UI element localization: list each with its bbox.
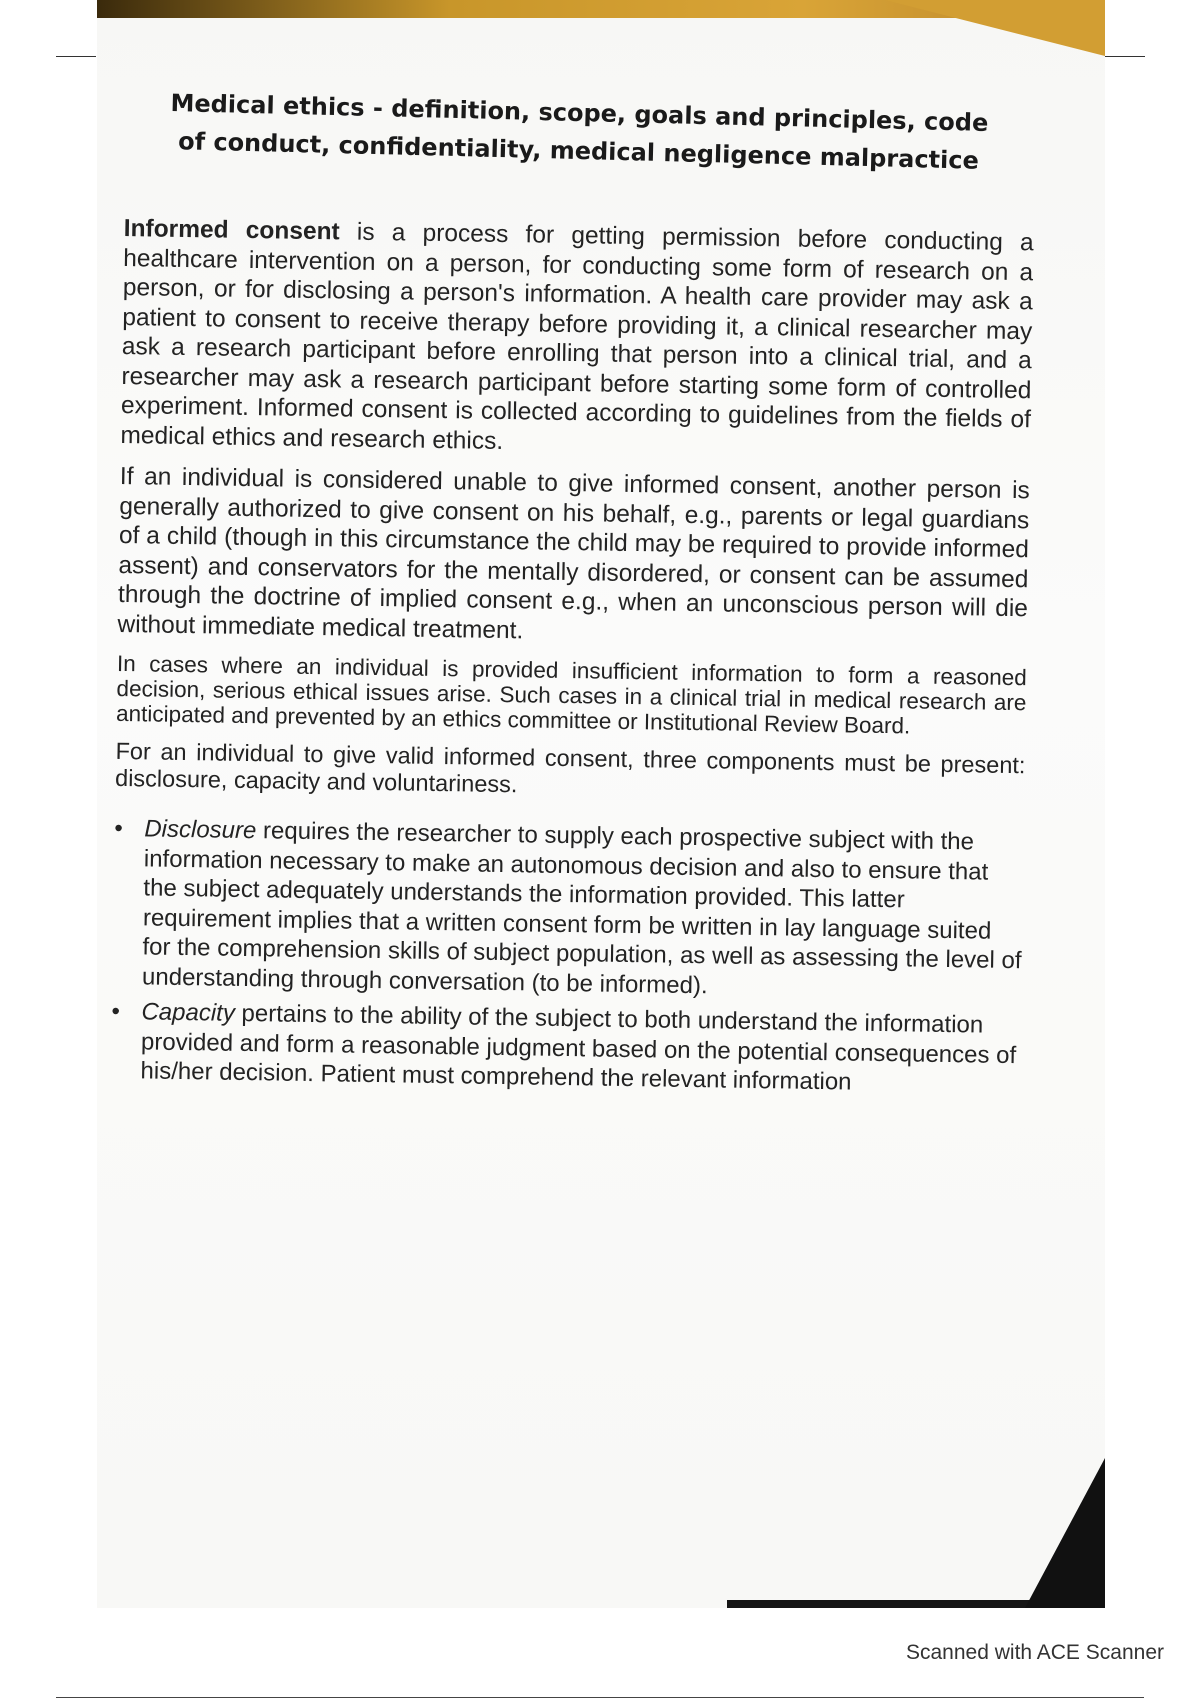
paragraph-insufficient-information: In cases where an individual is provided insufficient information to form a reasoned decision, serious ethical issues arise. Such cases in a clinical trial in medical research are anticipated and prevented by an ethics committee or Institutional Review Board. (115, 650, 1028, 739)
page-title: Medical ethics - definition, scope, goals and principles, code of conduct, confidentiality, medical negligence malpractice (170, 89, 989, 175)
bullet-icon: • (114, 814, 123, 843)
paragraph-three-components: For an individual to give valid informed consent, three components must be present: disclosure, capacity and voluntariness. (114, 737, 1026, 798)
page-bottom-fold (1025, 1458, 1105, 1608)
paragraph-text: is a process for getting permission before conducting a healthcare intervention on a person, for conducting some form of research on a person, or for disclosing a person's information. A health care provider may ask a patient to consent to receive therapy before providing it, a clinical researcher may ask a research participant before enrolling that person into a clinical trial, and a researcher may ask a research participant before starting some form of controlled experiment. Informed consent is collected according to guidelines from the fields of medical ethics and research ethics. (120, 218, 1034, 455)
list-item (112, 814, 1025, 1005)
components-list (110, 814, 1024, 1100)
list-item-text: requires the researcher to supply each prospective subject with the information necessary to make an autonomous decision and also to ensure that the subject adequately understands the information provided. This latter requirement implies that a written consent form be written in lay language suited for the comprehension skills of subject population, as well as assessing the level of understanding through conversation (to be informed). (141, 817, 1022, 999)
term-capacity: Capacity (141, 998, 236, 1027)
scanner-watermark: Scanned with ACE Scanner (906, 1641, 1164, 1664)
paragraph-informed-consent (120, 214, 1034, 464)
top-right-rule (1105, 56, 1145, 57)
term-disclosure: Disclosure (144, 815, 257, 845)
list-item-text: pertains to the ability of the subject to both understand the information provided and form a reasonable judgment based on the potential consequences of his/her decision. Patient must comprehend the relevant information (140, 999, 1017, 1096)
bottom-rule (56, 1697, 1144, 1698)
bullet-icon: • (111, 997, 121, 1026)
list-item (110, 997, 1021, 1100)
term-informed-consent: Informed consent (123, 214, 340, 246)
document-body (110, 214, 1034, 1106)
paragraph-unable-to-consent: If an individual is considered unable to give informed consent, another person is generally authorized to give consent on his behalf, e.g., parents or legal guardians of a child (though in this circumstance the child may be required to provide informed assent) and conservators for the mentally disordered, or consent can be assumed through the doctrine of implied consent e.g., when an unconscious person will die without immediate medical treatment. (117, 462, 1030, 644)
top-left-rule (56, 56, 96, 57)
page-top-fold (885, 0, 1105, 56)
